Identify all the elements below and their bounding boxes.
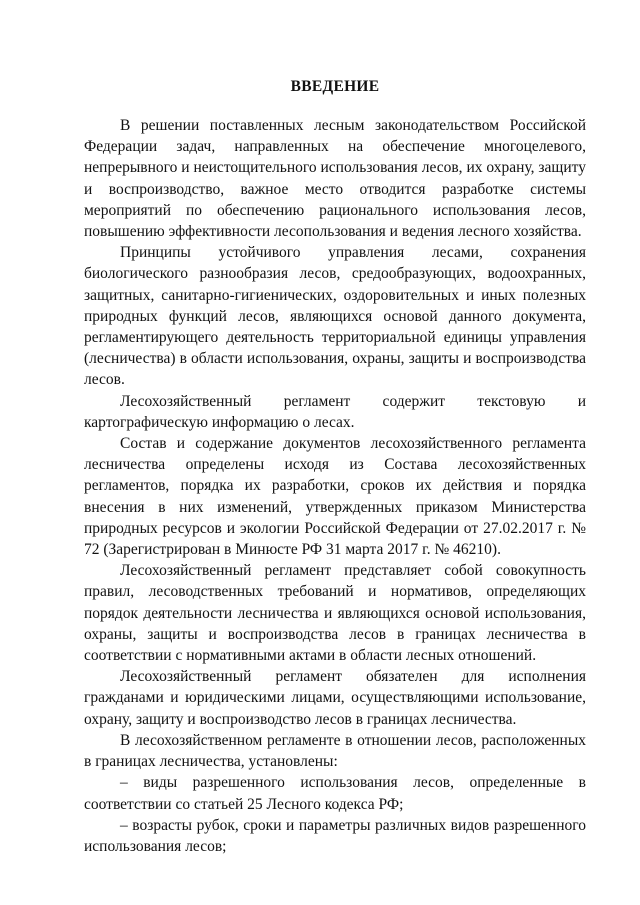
paragraph-1: В решении поставленных лесным законодательством Российской Федерации задач, направленных на обеспечение многоцелевого, непрерывного и неистощительного использования лесов, их охрану, защиту и воспроизводство, важное место отводится разработке системы мероприятий по обеспечению рационального использования лесов, повышению эффективности лесопользования и ведения лесного хозяйства.: [84, 117, 586, 241]
paragraph-5: Лесохозяйственный регламент представляет собой совокупность правил, лесоводственных требований и нормативов, определяющих порядок деятельности лесничества и являющихся основой использования, охраны, защиты и воспроизводства лесов в границах лесничества в соответствии с нормативными актами в области лесных отношений.: [84, 562, 586, 665]
paragraph-2: Принципы устойчивого управления лесами, сохранения биологического разнообразия лесов, средообразующих, водоохранных, защитных, санитарно-гигиенических, оздоровительных и иных полезных природных функций лесов, являющихся основой данного документа, регламентирующего деятельность территориальной единицы управления (лесничества) в области использования, охраны, защиты и воспроизводства лесов.: [84, 244, 586, 389]
paragraph-6: Лесохозяйственный регламент обязателен для исполнения гражданами и юридическими лицами, осуществляющими использование, охрану, защиту и воспроизводство лесов в границах лесничества.: [84, 668, 586, 728]
paragraph-4: Состав и содержание документов лесохозяйственного регламента лесничества определены исходя из Состава лесохозяйственных регламентов, порядка их разработки, сроков их действия и порядка внесения в них изменений, утвержденных приказом Министерства природных ресурсов и экологии Российской Федерации от 27.02.2017 г. № 72 (Зарегистрирован в Минюсте РФ 31 марта 2017 г. № 46210).: [84, 435, 586, 559]
page-title: ВВЕДЕНИЕ: [290, 78, 380, 95]
list-item-2: – возрасты рубок, сроки и параметры различных видов разрешенного использования лесов;: [84, 816, 586, 855]
list-item-1: – виды разрешенного использования лесов, определенные в соответствии со статьей 25 Лесного кодекса РФ;: [84, 774, 586, 813]
paragraph-7: В лесохозяйственном регламенте в отношении лесов, расположенных в границах лесничества, установлены:: [84, 731, 586, 771]
paragraph-3: Лесохозяйственный регламент содержит текстовую и картографическую информацию о лесах.: [84, 392, 586, 431]
